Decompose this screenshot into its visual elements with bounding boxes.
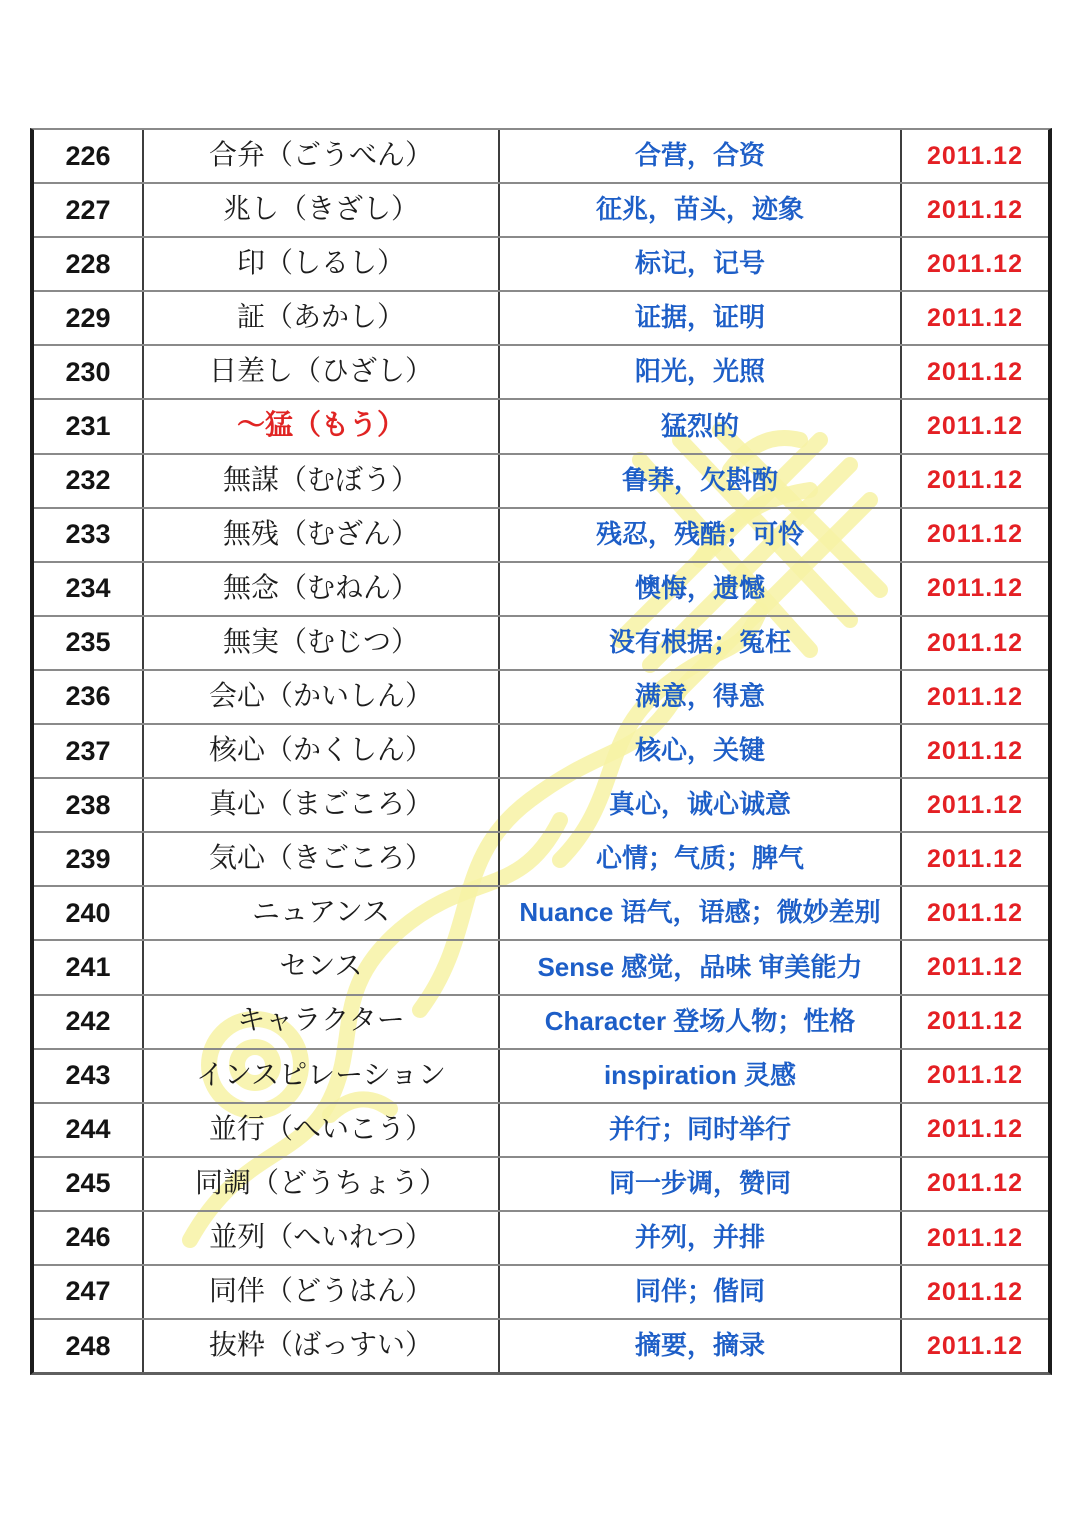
chinese-meaning: 核心，关键: [498, 725, 900, 777]
japanese-word: 並列（へいれつ）: [142, 1212, 498, 1264]
entry-number: 246: [65, 1222, 111, 1253]
japanese-word: センス: [142, 941, 498, 993]
exam-date: 2011.12: [900, 996, 1048, 1048]
exam-date: 2011.12: [900, 887, 1048, 939]
japanese-word: キャラクター: [142, 996, 498, 1048]
exam-date: 2011.12: [900, 563, 1048, 615]
chinese-meaning: 懊悔，遗憾: [498, 563, 900, 615]
table-row: [34, 723, 1048, 777]
table-row: [34, 236, 1048, 290]
japanese-word: 無実（むじつ）: [142, 617, 498, 669]
japanese-word: 無念（むねん）: [142, 563, 498, 615]
exam-date: 2011.12: [900, 130, 1048, 182]
exam-date: 2011.12: [900, 455, 1048, 507]
entry-number: 236: [65, 681, 111, 712]
exam-date: 2011.12: [900, 671, 1048, 723]
entry-number: 232: [65, 465, 111, 496]
entry-number: 240: [65, 897, 111, 928]
table-row: [34, 507, 1048, 561]
chinese-meaning: 并行；同时举行: [498, 1104, 900, 1156]
japanese-word: 合弁（ごうべん）: [142, 130, 498, 182]
japanese-word: 気心（きごころ）: [142, 833, 498, 885]
japanese-word: 日差し（ひざし）: [142, 346, 498, 398]
chinese-meaning: 合营，合资: [498, 130, 900, 182]
exam-date: 2011.12: [900, 238, 1048, 290]
chinese-meaning: 没有根据；冤枉: [498, 617, 900, 669]
japanese-word: 無謀（むぼう）: [142, 455, 498, 507]
table-row: [34, 1156, 1048, 1210]
table-row: [34, 1048, 1048, 1102]
entry-number: 227: [65, 194, 111, 225]
japanese-word: ～猛（もう）: [142, 400, 498, 452]
entry-number: 239: [65, 843, 111, 874]
entry-number: 248: [65, 1330, 111, 1361]
japanese-word: 核心（かくしん）: [142, 725, 498, 777]
exam-date: 2011.12: [900, 779, 1048, 831]
table-row: [34, 344, 1048, 398]
entry-number: 244: [65, 1114, 111, 1145]
exam-date: 2011.12: [900, 941, 1048, 993]
chinese-meaning: 征兆，苗头，迹象: [498, 184, 900, 236]
chinese-meaning: 心情；气质；脾气: [498, 833, 900, 885]
exam-date: 2011.12: [900, 617, 1048, 669]
table-row: [34, 615, 1048, 669]
chinese-meaning: 并列，并排: [498, 1212, 900, 1264]
exam-date: 2011.12: [900, 725, 1048, 777]
japanese-word: 同調（どうちょう）: [142, 1158, 498, 1210]
table-row: [34, 1210, 1048, 1264]
chinese-meaning: inspiration 灵感: [498, 1050, 900, 1102]
entry-number: 230: [65, 356, 111, 387]
table-row: [34, 669, 1048, 723]
japanese-word: インスピレーション: [142, 1050, 498, 1102]
entry-number: 229: [65, 302, 111, 333]
chinese-meaning: 真心，诚心诚意: [498, 779, 900, 831]
table-row: [34, 561, 1048, 615]
exam-date: 2011.12: [900, 1212, 1048, 1264]
entry-number: 235: [65, 627, 111, 658]
entry-number: 226: [65, 140, 111, 171]
japanese-word: 真心（まごころ）: [142, 779, 498, 831]
exam-date: 2011.12: [900, 184, 1048, 236]
exam-date: 2011.12: [900, 292, 1048, 344]
table-row: [34, 398, 1048, 452]
entry-number: 228: [65, 248, 111, 279]
entry-number: 238: [65, 789, 111, 820]
entry-number: 231: [65, 410, 111, 441]
table-row: [34, 182, 1048, 236]
japanese-word: 印（しるし）: [142, 238, 498, 290]
chinese-meaning: 同伴；偕同: [498, 1266, 900, 1318]
exam-date: 2011.12: [900, 509, 1048, 561]
japanese-word: 同伴（どうはん）: [142, 1266, 498, 1318]
vocab-table: [30, 128, 1052, 1375]
exam-date: 2011.12: [900, 833, 1048, 885]
japanese-word: 会心（かいしん）: [142, 671, 498, 723]
japanese-word: 抜粋（ばっすい）: [142, 1320, 498, 1372]
table-row: [34, 1264, 1048, 1318]
entry-number: 237: [65, 735, 111, 766]
japanese-word: 並行（へいこう）: [142, 1104, 498, 1156]
entry-number: 234: [65, 573, 111, 604]
table-row: [34, 290, 1048, 344]
table-row: [34, 1102, 1048, 1156]
exam-date: 2011.12: [900, 1158, 1048, 1210]
table-row: [34, 994, 1048, 1048]
chinese-meaning: 同一步调，赞同: [498, 1158, 900, 1210]
japanese-word: 兆し（きざし）: [142, 184, 498, 236]
entry-number: 242: [65, 1006, 111, 1037]
chinese-meaning: 满意，得意: [498, 671, 900, 723]
entry-number: 241: [65, 951, 111, 982]
chinese-meaning: Nuance 语气，语感；微妙差别: [498, 887, 900, 939]
japanese-word: 無残（むざん）: [142, 509, 498, 561]
table-row: [34, 453, 1048, 507]
japanese-word: 証（あかし）: [142, 292, 498, 344]
chinese-meaning: 标记，记号: [498, 238, 900, 290]
chinese-meaning: 鲁莽，欠斟酌: [498, 455, 900, 507]
chinese-meaning: 证据，证明: [498, 292, 900, 344]
entry-number: 247: [65, 1276, 111, 1307]
table-row: [34, 777, 1048, 831]
exam-date: 2011.12: [900, 1050, 1048, 1102]
exam-date: 2011.12: [900, 1104, 1048, 1156]
chinese-meaning: Sense 感觉，品味 审美能力: [498, 941, 900, 993]
entry-number: 243: [65, 1060, 111, 1091]
chinese-meaning: Character 登场人物；性格: [498, 996, 900, 1048]
japanese-word: ニュアンス: [142, 887, 498, 939]
exam-date: 2011.12: [900, 1320, 1048, 1372]
entry-number: 245: [65, 1168, 111, 1199]
exam-date: 2011.12: [900, 346, 1048, 398]
entry-number: 233: [65, 519, 111, 550]
chinese-meaning: 摘要，摘录: [498, 1320, 900, 1372]
table-row: [34, 130, 1048, 182]
chinese-meaning: 阳光，光照: [498, 346, 900, 398]
exam-date: 2011.12: [900, 400, 1048, 452]
chinese-meaning: 猛烈的: [498, 400, 900, 452]
table-row: [34, 939, 1048, 993]
exam-date: 2011.12: [900, 1266, 1048, 1318]
chinese-meaning: 残忍，残酷；可怜: [498, 509, 900, 561]
table-row: [34, 885, 1048, 939]
table-row: [34, 831, 1048, 885]
table-row: [34, 1318, 1048, 1372]
